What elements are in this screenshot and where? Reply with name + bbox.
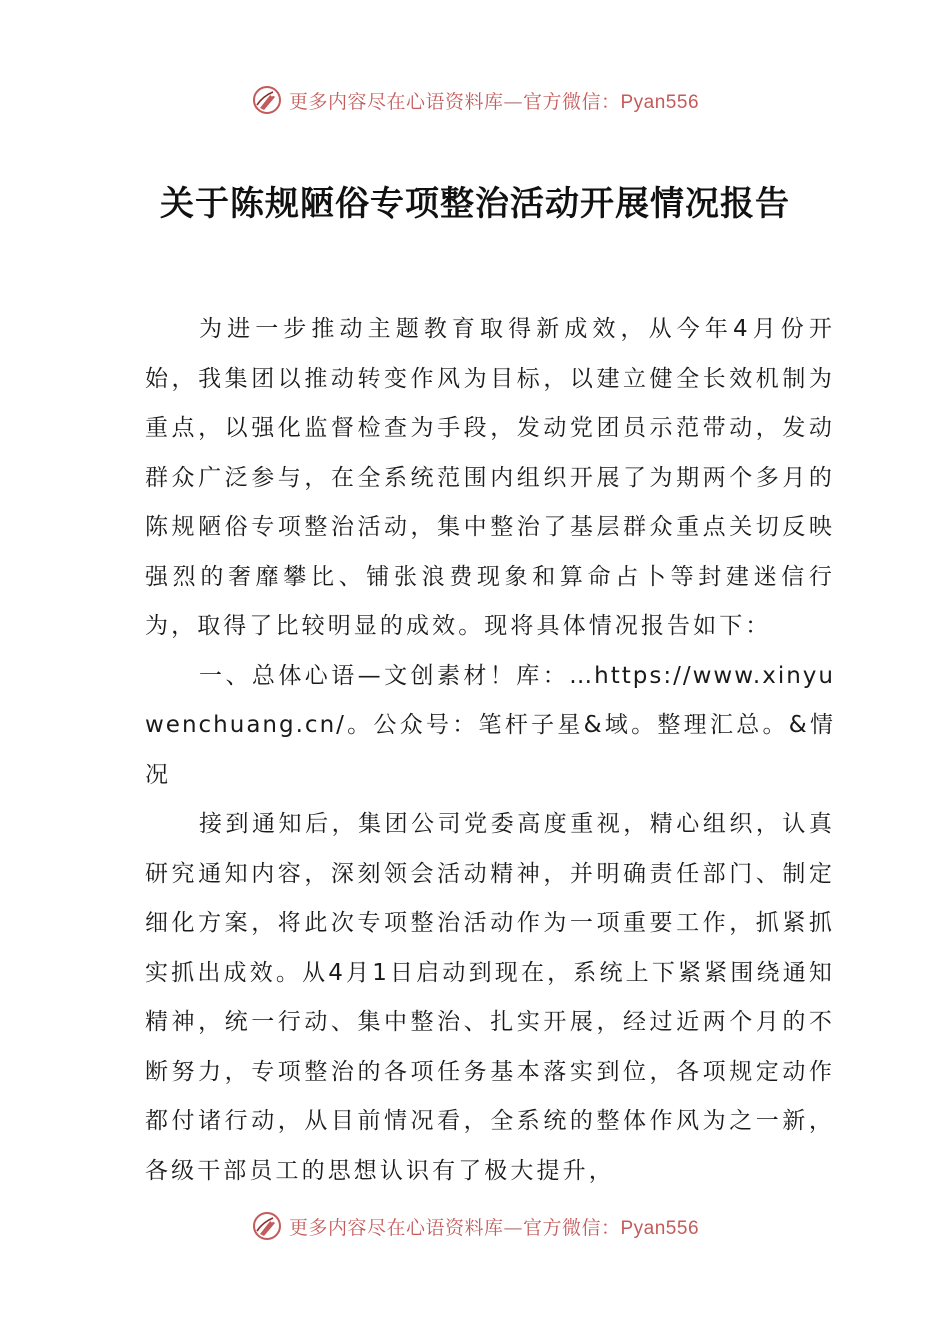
section-heading: 一、总体心语—文创素材！库：…https://www.xinyuwenchuang.cn/。公众号：笔杆子星&域。整理汇总。&情况	[145, 662, 835, 788]
footer-watermark	[0, 1210, 950, 1242]
header-watermark	[0, 84, 950, 116]
paragraph-intro: 为进一步推动主题教育取得新成效，从今年4月份开始，我集团以推动转变作风为目标，以建立健全长效机制为重点，以强化监督检查为手段，发动党团员示范带动，发动群众广泛参与，在全系统范围内组织开展了为期两个多月的陈规陋俗专项整治活动，集中整治了基层群众重点关切反映强烈的奢靡攀比、铺张浪费现象和算命占卜等封建迷信行为，取得了比较明显的成效。现将具体情况报告如下：	[145, 316, 835, 639]
paragraph-overview: 接到通知后，集团公司党委高度重视，精心组织，认真研究通知内容，深刻领会活动精神，并明确责任部门、制定细化方案，将此次专项整治活动作为一项重要工作，抓紧抓实抓出成效。从4月1日启动到现在，系统上下紧紧围绕通知精神，统一行动、集中整治、扎实开展，经过近两个月的不断努力，专项整治的各项任务基本落实到位，各项规定动作都付诸行动，从目前情况看，全系统的整体作风为之一新，各级干部员工的思想认识有了极大提升，	[145, 811, 835, 1184]
document-body	[145, 305, 835, 1196]
pen-nib-logo-icon	[251, 1210, 283, 1242]
pen-nib-logo-icon	[251, 84, 283, 116]
watermark-text: 更多内容尽在心语资料库—官方微信：Pyan556	[288, 1216, 700, 1239]
document-title: 关于陈规陋俗专项整治活动开展情况报告	[160, 184, 790, 224]
watermark-text: 更多内容尽在心语资料库—官方微信：Pyan556	[288, 90, 700, 113]
